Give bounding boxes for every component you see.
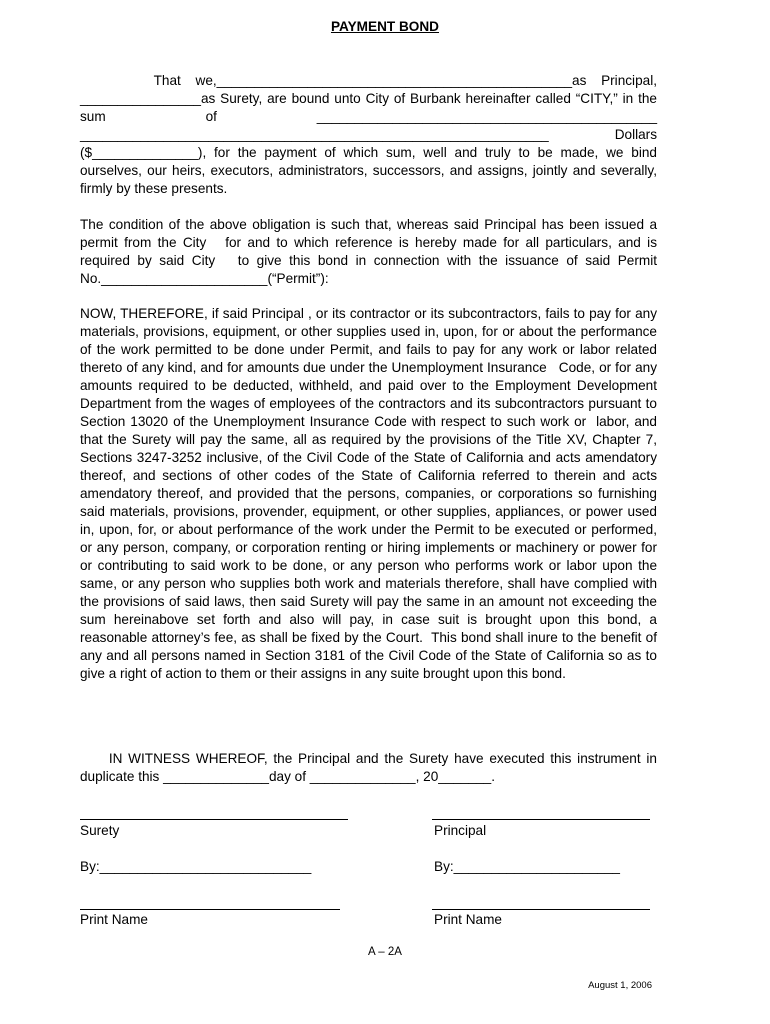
surety-print-name-label: Print Name <box>80 912 148 927</box>
page-number: A – 2A <box>368 946 402 958</box>
document-title: PAYMENT BOND <box>330 19 439 34</box>
surety-by-line[interactable]: By:____________________________ <box>80 859 312 874</box>
surety-print-name-line[interactable] <box>80 909 340 910</box>
principal-by-line[interactable]: By:______________________ <box>434 859 620 874</box>
bond-parties-paragraph: That we,_______________________________________________as Principal, ________________as Surety, are bound unto City of Burbank hereinafter called “CITY,” in the sum of _____________________________________________ ______________________________________________________________ Dollars ($______________), for the payment of which sum, well and truly to be made, we bind ourselves, our heirs, executors, administrators, successors, and assigns, jointly and severally, firmly by these presents. <box>80 73 657 196</box>
surety-label: Surety <box>80 823 120 838</box>
principal-signature-line[interactable] <box>432 819 650 820</box>
surety-signature-line[interactable] <box>80 819 348 820</box>
obligation-terms-paragraph: NOW, THEREFORE, if said Principal , or its contractor or its subcontractors, fails to pay for any materials, provisions, equipment, or other supplies used in, upon, for or about the performance of the work permitted to be done under Permit, and fails to pay for any work or labor related thereto of any kind, and for amounts due under the Unemployment Insurance Code, or for any amounts required to be deducted, withheld, and paid over to the Employment Development Department from the wages of employees of the contractors and its subcontractors pursuant to Section 13020 of the Unemployment Insurance Code with respect to such work or labor, and that the Surety will pay the same, all as required by the provisions of the Title XV, Chapter 7, Sections 3247-3252 inclusive, of the Civil Code of the State of California and acts amendatory thereof, and sections of other codes of the State of California referred to therein and acts amendatory thereof, and provided that the persons, companies, or corporations so furnishing said materials, provisions, provender, equipment, or other supplies, appliances, or power used in, upon, for, or about performance of the work under the Permit to be executed or performed, or any person, company, or corporation renting or hiring implements or machinery or power for or contributing to said work to be done, or any person who performs work or labor upon the same, or any person who supplies both work and materials therefore, shall have complied with the provisions of said laws, then said Surety will pay the same in an amount not exceeding the sum hereinabove set forth and also will pay, in case suit is brought upon this bond, a reasonable attorney’s fee, as shall be fixed by the Court. This bond shall inure to the benefit of any and all persons named in Section 3181 of the Civil Code of the State of California so as to give a right of action to them or their assigns in any suite brought upon this bond. <box>80 306 657 681</box>
witness-paragraph: IN WITNESS WHEREOF, the Principal and the Surety have executed this instrument in duplicate this ______________day of ______________, 20_______. <box>80 751 657 784</box>
document-date: August 1, 2006 <box>588 980 652 991</box>
principal-print-name-line[interactable] <box>432 909 650 910</box>
condition-paragraph: The condition of the above obligation is such that, whereas said Principal has been issued a permit from the City for and to which reference is hereby made for all particulars, and is required by said City to give this bond in connection with the issuance of said Permit No.______________________(“Permit”): <box>80 217 657 286</box>
principal-print-name-label: Print Name <box>434 912 502 927</box>
principal-label: Principal <box>434 823 487 838</box>
